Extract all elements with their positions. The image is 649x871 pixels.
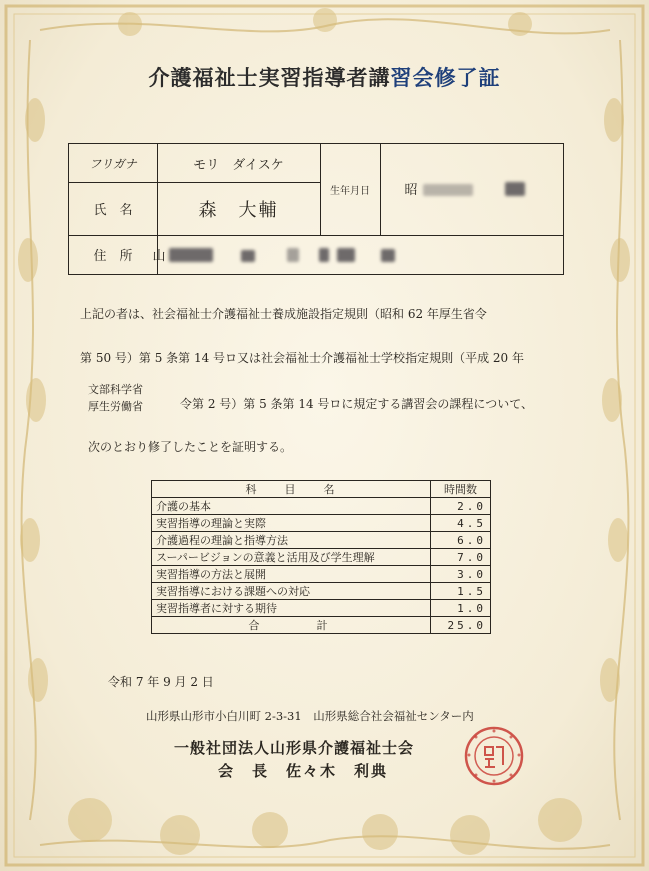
table-header-row bbox=[152, 481, 491, 498]
body-line-1: 上記の者は、社会福祉士介護福祉士養成施設指定規則（昭和 62 年厚生省令 bbox=[80, 307, 487, 321]
subject-name: 実習指導の理論と実際 bbox=[152, 515, 431, 532]
furigana-value: モリ ダイスケ bbox=[193, 157, 284, 173]
subject-name: 実習指導の方法と展開 bbox=[152, 566, 431, 583]
table-row bbox=[152, 549, 491, 566]
subject-name: 介護の基本 bbox=[152, 498, 431, 515]
table-row bbox=[152, 600, 491, 617]
subject-name: 実習指導における課題への対応 bbox=[152, 583, 431, 600]
table-row bbox=[152, 583, 491, 600]
subject-hours: 3.0 bbox=[431, 566, 491, 583]
ministry-2: 厚生労働省 bbox=[88, 400, 143, 413]
redacted-address-6 bbox=[381, 249, 395, 262]
title-part-1: 介護福祉士実習指導者講 bbox=[148, 65, 391, 90]
subject-hours: 1.5 bbox=[431, 583, 491, 600]
total-label: 合 計 bbox=[152, 617, 431, 634]
redacted-address-3 bbox=[287, 248, 299, 262]
subject-hours: 1.0 bbox=[431, 600, 491, 617]
table-row bbox=[152, 498, 491, 515]
table-row bbox=[152, 532, 491, 549]
hours-header: 時間数 bbox=[431, 481, 491, 498]
total-row bbox=[152, 617, 491, 634]
issuer-president: 会 長 佐々木 利典 bbox=[218, 762, 389, 780]
subject-hours: 6.0 bbox=[431, 532, 491, 549]
total-hours: 25.0 bbox=[431, 617, 491, 634]
subject-name: 実習指導者に対する期待 bbox=[152, 600, 431, 617]
address-label: 住 所 bbox=[93, 249, 133, 264]
certificate-title bbox=[0, 62, 649, 92]
personal-info-table bbox=[68, 143, 564, 275]
furigana-label: フリガナ bbox=[89, 156, 137, 171]
issuer-address: 山形県山形市小白川町 2-3-31 山形県総合社会福祉センター内 bbox=[146, 709, 474, 723]
subject-header: 科 目 名 bbox=[152, 481, 431, 498]
subjects-table bbox=[151, 480, 491, 634]
redacted-address-2 bbox=[241, 250, 255, 262]
issuer-organization: 一般社団法人山形県介護福祉士会 bbox=[174, 739, 415, 757]
redacted-address-4 bbox=[319, 248, 329, 262]
name-label: 氏 名 bbox=[93, 203, 133, 218]
address-value: 山 bbox=[152, 249, 166, 264]
dob-label: 生年月日 bbox=[330, 186, 370, 197]
body-line-3: 令第 2 号）第 5 条第 14 号ロに規定する講習会の課程について、 bbox=[180, 397, 533, 411]
name-value: 森 大輔 bbox=[198, 199, 279, 221]
ministry-1: 文部科学省 bbox=[88, 383, 143, 396]
issue-date: 令和 7 年 9 月 2 日 bbox=[108, 675, 214, 689]
official-seal-icon bbox=[463, 725, 525, 787]
body-line-2: 第 50 号）第 5 条第 14 号ロ又は社会福祉士介護福祉士学校指定規則（平成 20 年 bbox=[80, 351, 524, 365]
title-part-2: 習会修了証 bbox=[390, 65, 501, 90]
subject-hours: 4.5 bbox=[431, 515, 491, 532]
subject-name: 介護過程の理論と指導方法 bbox=[152, 532, 431, 549]
subject-hours: 2.0 bbox=[431, 498, 491, 515]
subject-hours: 7.0 bbox=[431, 549, 491, 566]
table-row bbox=[152, 515, 491, 532]
redacted-address-5 bbox=[337, 248, 355, 262]
body-line-4: 次のとおり修了したことを証明する。 bbox=[88, 440, 293, 454]
dob-value: 昭 bbox=[404, 182, 418, 198]
redacted-dob-2 bbox=[505, 182, 525, 196]
redacted-dob bbox=[423, 184, 473, 196]
redacted-address-1 bbox=[169, 248, 213, 262]
subject-name: スーパービジョンの意義と活用及び学生理解 bbox=[152, 549, 431, 566]
table-row bbox=[152, 566, 491, 583]
